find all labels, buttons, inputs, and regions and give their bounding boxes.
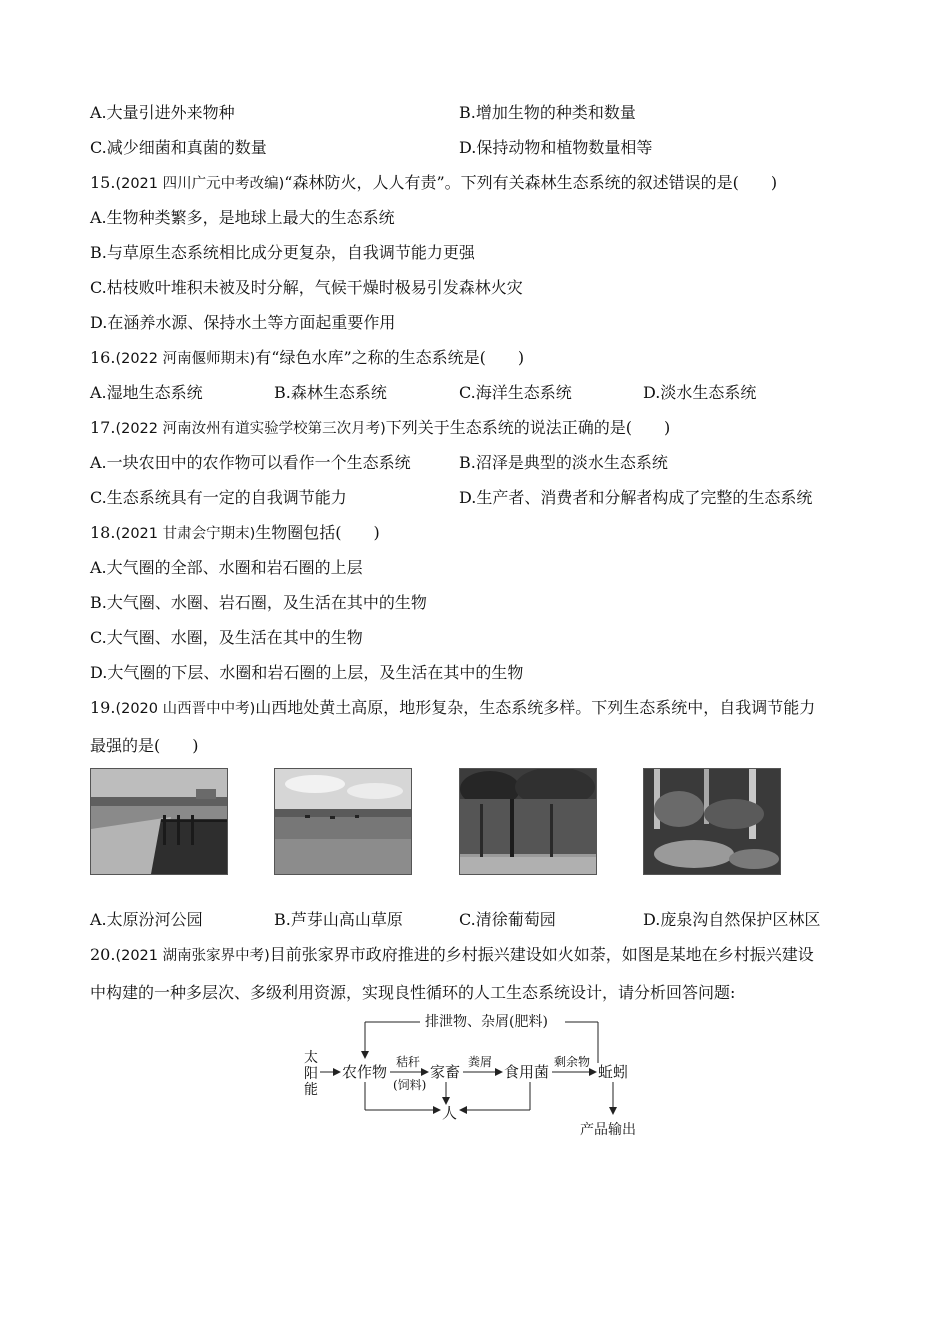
q15-stem <box>90 173 777 194</box>
q15-option-b: B.与草原生态系统相比成分更复杂，自我调节能力更强 <box>90 243 475 262</box>
q16-option-d: D.淡水生态系统 <box>643 383 757 402</box>
label-manure: 粪屑 <box>468 1055 493 1069</box>
q18-option-a: A.大气圈的全部、水圈和岩石圈的上层 <box>90 558 363 577</box>
q20-stem <box>90 945 814 966</box>
q16-number: 16. <box>90 348 116 367</box>
q18-stem <box>90 523 380 544</box>
q15-stem-text: “森林防火，人人有责”。下列有关森林生态系统的叙述错误的是( ) <box>284 173 778 192</box>
sun-char-2: 阳 <box>304 1066 318 1082</box>
q17-stem <box>90 418 670 439</box>
q16-stem-text: 有“绿色水库”之称的生态系统是( ) <box>255 348 525 367</box>
label-leftover: 剩余物 <box>554 1055 591 1069</box>
photo-fenhe-park <box>90 768 228 875</box>
q19-option-a: A.太原汾河公园 <box>90 910 203 929</box>
q20-stem-cont: 中构建的一种多层次、多级利用资源，实现良性循环的人工生态系统设计，请分析回答问题: <box>90 983 736 1002</box>
q20-number: 20. <box>90 945 116 964</box>
q19-stem <box>90 698 815 719</box>
top-label: 排泄物、杂屑(肥料) <box>425 1014 548 1030</box>
q18-number: 18. <box>90 523 116 542</box>
q17-option-a: A.一块农田中的农作物可以看作一个生态系统 <box>90 453 411 472</box>
q16-option-a: A.湿地生态系统 <box>90 383 203 402</box>
q20-source: (2021 湖南张家界中考) <box>115 948 270 964</box>
q18-option-c: C.大气圈、水圈，及生活在其中的生物 <box>90 628 363 647</box>
q15-source: (2021 四川广元中考改编) <box>115 176 285 192</box>
node-fungi: 食用菌 <box>504 1063 550 1081</box>
q14-option-b: B.增加生物的种类和数量 <box>459 103 636 122</box>
q19-number: 19. <box>90 698 116 717</box>
label-feed: (饲料) <box>393 1078 427 1092</box>
q17-option-b: B.沼泽是典型的淡水生态系统 <box>459 453 668 472</box>
sun-char-3: 能 <box>304 1082 318 1098</box>
q16-option-c: C.海洋生态系统 <box>459 383 572 402</box>
q17-source: (2022 河南汝州有道实验学校第三次月考) <box>115 421 386 437</box>
photo-pangquangou-forest <box>643 768 781 875</box>
q19-option-c: C.清徐葡萄园 <box>459 910 556 929</box>
node-human: 人 <box>442 1104 458 1122</box>
q17-option-c: C.生态系统具有一定的自我调节能力 <box>90 488 347 507</box>
q19-stem-text: 山西地处黄土高原，地形复杂，生态系统多样。下列生态系统中，自我调节能力 <box>255 698 816 717</box>
node-livestock: 家畜 <box>430 1063 461 1081</box>
q20-stem-text: 目前张家界市政府推进的乡村振兴建设如火如荼，如图是某地在乡村振兴建设 <box>269 945 814 964</box>
q19-source: (2020 山西晋中中考) <box>115 701 256 717</box>
ecosystem-flow-diagram <box>300 1010 660 1140</box>
sun-char-1: 太 <box>304 1050 318 1066</box>
node-crops: 农作物 <box>342 1063 388 1081</box>
q17-stem-text: 下列关于生态系统的说法正确的是( ) <box>385 418 671 437</box>
label-straw: 秸秆 <box>396 1055 421 1069</box>
q19-option-d: D.庞泉沟自然保护区林区 <box>643 910 821 929</box>
q19-stem-cont: 最强的是( ) <box>90 736 199 755</box>
photo-qingxu-vineyard <box>459 768 597 875</box>
q18-option-b: B.大气圈、水圈、岩石圈，及生活在其中的生物 <box>90 593 427 612</box>
q19-option-b: B.芦芽山高山草原 <box>274 910 403 929</box>
q18-source: (2021 甘肃会宁期末) <box>115 526 256 542</box>
q17-number: 17. <box>90 418 116 437</box>
q18-option-d: D.大气圈的下层、水圈和岩石圈的上层，及生活在其中的生物 <box>90 663 524 682</box>
q15-option-d: D.在涵养水源、保持水土等方面起重要作用 <box>90 313 396 332</box>
q14-option-d: D.保持动物和植物数量相等 <box>459 138 653 157</box>
q16-option-b: B.森林生态系统 <box>274 383 387 402</box>
node-earthworm: 蚯蚓 <box>598 1063 629 1081</box>
q15-number: 15. <box>90 173 116 192</box>
q15-option-c: C.枯枝败叶堆积未被及时分解，气候干燥时极易引发森林火灾 <box>90 278 523 297</box>
node-output: 产品输出 <box>580 1122 636 1138</box>
photo-luya-grassland <box>274 768 412 875</box>
q17-option-d: D.生产者、消费者和分解者构成了完整的生态系统 <box>459 488 813 507</box>
q16-stem <box>90 348 524 369</box>
q16-source: (2022 河南偃师期末) <box>115 351 256 367</box>
q18-stem-text: 生物圈包括( ) <box>255 523 380 542</box>
q14-option-a: A.大量引进外来物种 <box>90 103 235 122</box>
q14-option-c: C.减少细菌和真菌的数量 <box>90 138 267 157</box>
q15-option-a: A.生物种类繁多，是地球上最大的生态系统 <box>90 208 395 227</box>
